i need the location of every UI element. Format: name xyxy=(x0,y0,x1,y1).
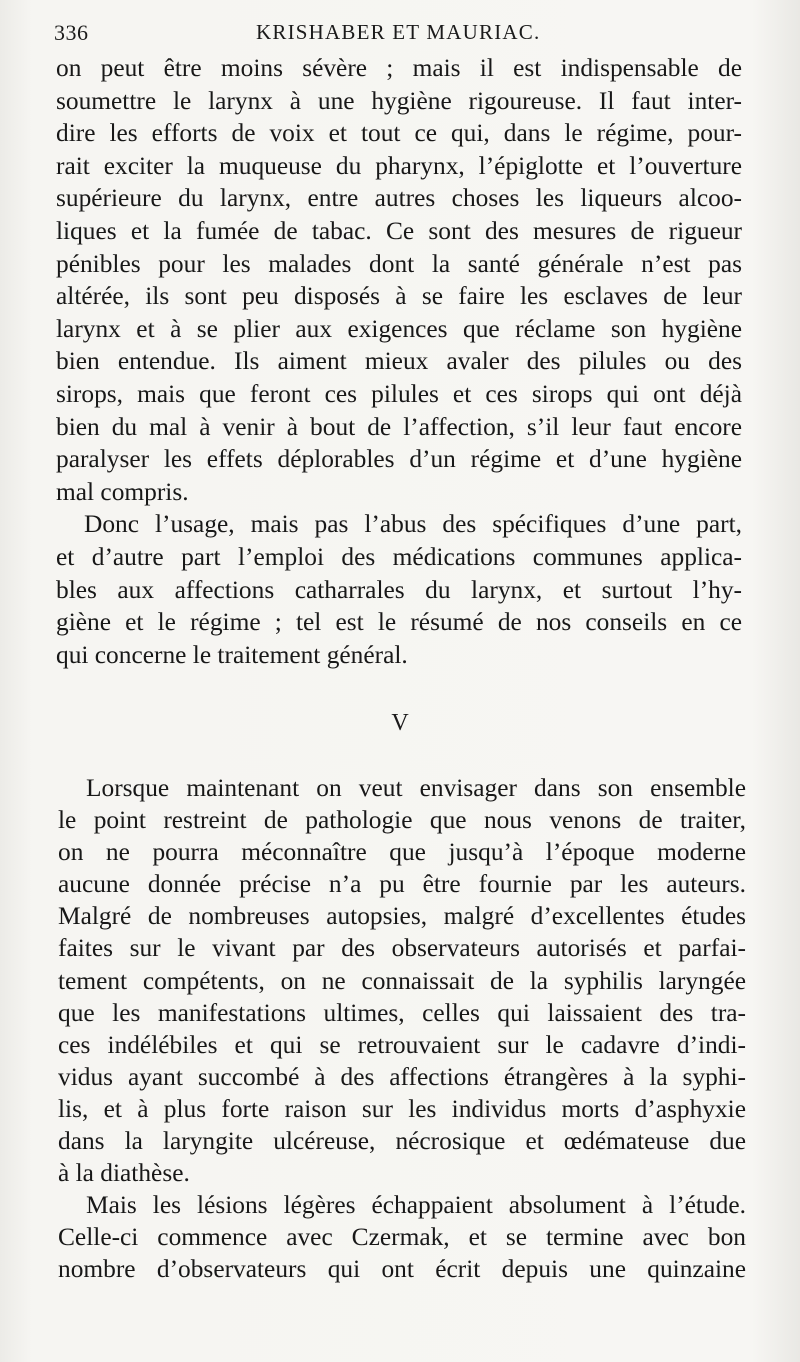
text-line: et d’autre part l’emploi des médications communes applica- xyxy=(56,542,742,571)
text-line: bien entendue. Ils aiment mieux avaler des pilules ou des xyxy=(56,347,742,376)
text-line: giène et le régime ; tel est le résumé de nos conseils en ce xyxy=(56,608,742,637)
text-line: lis, et à plus forte raison sur les individus morts d’asphyxie xyxy=(58,1094,746,1123)
section-heading: V xyxy=(391,710,409,736)
text-line: altérée, ils sont peu disposés à se faire les esclaves de leur xyxy=(56,282,742,311)
text-line: rait exciter la muqueuse du pharynx, l’épiglotte et l’ouverture xyxy=(56,151,742,180)
running-head: KRISHABER ET MAURIAC. xyxy=(256,20,541,44)
text-line: Mais les lésions légères échappaient absolument à l’étude. xyxy=(86,1191,746,1220)
text-line: on ne pourra méconnaître que jusqu’à l’époque moderne xyxy=(58,838,746,867)
text-line: on peut être moins sévère ; mais il est indispensable de xyxy=(56,54,742,82)
text-line: bien du mal à venir à bout de l’affection, s’il leur faut encore xyxy=(56,412,742,441)
text-line: aucune donnée précise n’a pu être fournie par les auteurs. xyxy=(58,870,746,899)
text-line: supérieure du larynx, entre autres choses les liqueurs alcoo- xyxy=(56,184,742,213)
paragraph-block-2 xyxy=(58,772,746,1286)
page-number: 336 xyxy=(54,20,89,45)
text-line: dire les efforts de voix et tout ce qui, dans le régime, pour- xyxy=(56,119,742,148)
text-line: le point restreint de pathologie que nous venons de traiter, xyxy=(58,806,746,835)
text-line: qui concerne le traitement général. xyxy=(56,640,408,669)
text-line: liques et la fumée de tabac. Ce sont des mesures de rigueur xyxy=(56,216,742,245)
text-line: tement compétents, on ne connaissait de la syphilis laryngée xyxy=(58,966,746,995)
paragraph-block-1 xyxy=(56,52,742,671)
text-line: vidus ayant succombé à des affections étrangères à la syphi- xyxy=(58,1062,746,1091)
text-line: soumettre le larynx à une hygiène rigoureuse. Il faut inter- xyxy=(56,86,742,115)
text-line: Malgré de nombreuses autopsies, malgré d’excellentes études xyxy=(58,902,746,931)
text-line: larynx et à se plier aux exigences que réclame son hygiène xyxy=(56,314,742,343)
text-line: Lorsque maintenant on veut envisager dans son ensemble xyxy=(86,774,746,802)
page-header xyxy=(54,16,760,46)
text-line: mal compris. xyxy=(56,477,189,506)
text-line: bles aux affections catharrales du larynx, et surtout l’hy- xyxy=(56,575,742,604)
text-line: faites sur le vivant par des observateurs autorisés et parfai- xyxy=(58,934,746,963)
text-line: sirops, mais que feront ces pilules et ces sirops qui ont déjà xyxy=(56,379,742,408)
text-line: ces indélébiles et qui se retrouvaient sur le cadavre d’indi- xyxy=(58,1030,746,1059)
text-line: Celle-ci commence avec Czermak, et se termine avec bon xyxy=(58,1223,746,1252)
text-line: à la diathèse. xyxy=(58,1159,190,1188)
text-line: dans la laryngite ulcéreuse, nécrosique et œdémateuse due xyxy=(58,1127,746,1156)
text-line: Donc l’usage, mais pas l’abus des spécifiques d’une part, xyxy=(84,510,742,539)
text-line: pénibles pour les malades dont la santé générale n’est pas xyxy=(56,249,742,278)
text-line: nombre d’observateurs qui ont écrit depuis une quinzaine xyxy=(58,1255,746,1284)
text-line: que les manifestations ultimes, celles qui laissaient des tra- xyxy=(58,998,746,1027)
text-line: paralyser les effets déplorables d’un régime et d’une hygiène xyxy=(56,445,742,474)
